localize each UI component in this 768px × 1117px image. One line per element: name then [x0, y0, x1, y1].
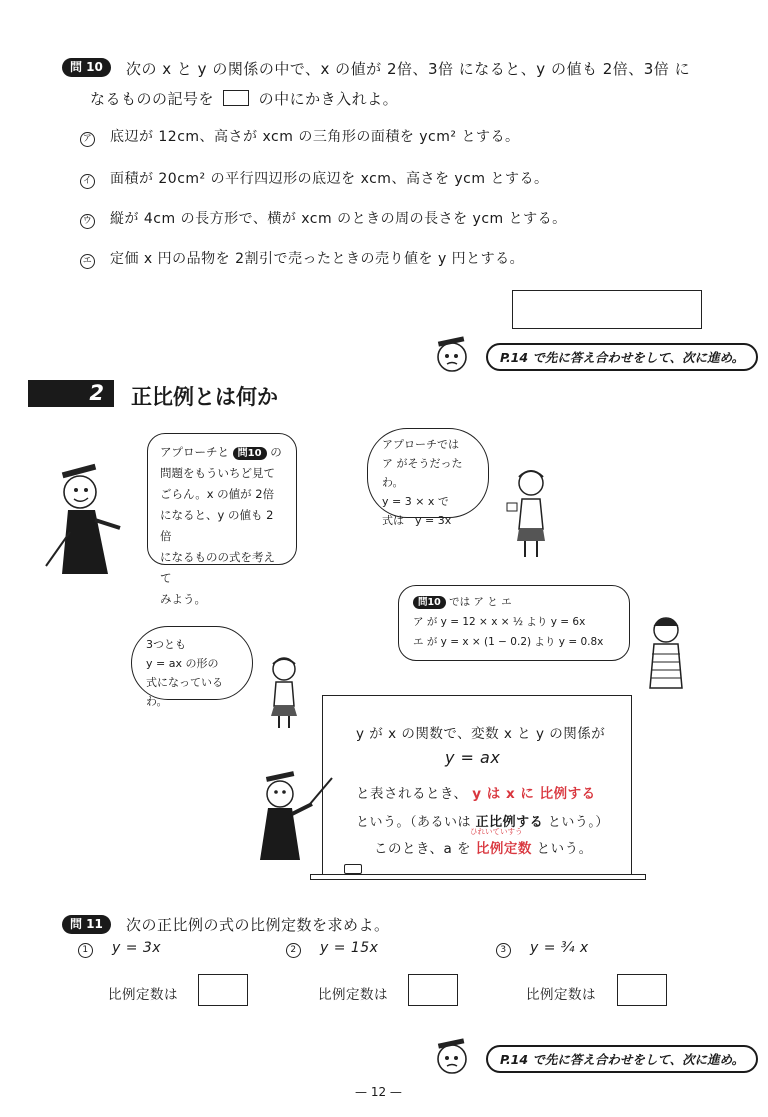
bubble-line: になると、y の値も 2倍: [160, 508, 274, 543]
board-text: と表されるとき、: [356, 786, 468, 802]
ruby-reading: ひれいていすう: [470, 827, 523, 836]
item-mark: ウ: [80, 214, 95, 229]
bubble-text: では ア と エ: [449, 596, 512, 608]
proportional-term: y は x に 比例する: [472, 786, 596, 802]
bubble-line: ア がそうだったわ。: [382, 457, 463, 489]
bubble-line: [160, 442, 284, 463]
item-text: 縦が 4cm の長方形で、横が xcm のときの周の長さを ycm とする。: [109, 211, 567, 227]
girl-speech-bubble-mid: [131, 626, 253, 708]
question-11-badge: 問 11: [62, 915, 111, 934]
bubble-line: ア が y = 12 × x × ½ より y = 6x: [413, 616, 586, 628]
board-text: という。: [536, 841, 593, 857]
question-10-badge: 問 10: [62, 58, 111, 77]
board-line-3: [356, 782, 596, 802]
mascot-face-icon: [432, 1036, 472, 1076]
boy-speech-bubble: [398, 585, 630, 661]
answer-box-2[interactable]: [408, 974, 458, 1006]
bubble-line: y = 3 × x で: [382, 495, 449, 508]
board-line-1: y が x の関数で、変数 x と y の関係が: [356, 726, 606, 742]
bubble-text: アプローチと: [160, 445, 229, 459]
answer-box-3[interactable]: [617, 974, 667, 1006]
item-text: 底辺が 12cm、高さが xcm の三角形の面積を ycm² とする。: [109, 129, 520, 145]
item-expression: y = ¾ x: [529, 940, 589, 956]
eraser-icon: [344, 864, 362, 874]
girl-character-icon: [258, 654, 310, 730]
answer-label-1: 比例定数は: [108, 987, 178, 1003]
girl-character-icon: [505, 465, 555, 560]
girl-speech-bubble-top: [367, 428, 489, 527]
question-10-line1: 次の x と y の関係の中で、x の値が 2倍、3倍 になると、y の値も 2倍、3倍 に: [126, 60, 691, 78]
teacher-character-icon: [40, 462, 135, 582]
item-expression: y = 15x: [319, 940, 379, 956]
mascot-face-icon: [432, 334, 472, 374]
bubble-line: 問題をもういちど見て: [160, 466, 275, 480]
item-mark: 1: [78, 943, 93, 958]
bubble-text: の: [270, 445, 282, 459]
answer-label-2: 比例定数は: [318, 987, 388, 1003]
bubble-line: ごらん。x の値が 2倍: [160, 487, 275, 501]
question-10-line2-b: の中にかき入れよ。: [258, 90, 399, 108]
boy-character-icon: [640, 614, 692, 692]
item-text: 面積が 20cm² の平行四辺形の底辺を xcm、高さを ycm とする。: [109, 171, 549, 187]
section-number: 2: [89, 381, 104, 405]
inline-answer-box-icon: [223, 90, 249, 106]
page-number: — 12 —: [355, 1085, 402, 1099]
q10-ref-badge: 問10: [233, 447, 267, 460]
item-mark: 2: [286, 943, 301, 958]
board-text: という。（あるいは: [356, 815, 472, 830]
bubble-line: [413, 592, 615, 612]
check-answers-note: P.14 で先に答え合わせをして、次に進め。: [486, 1045, 758, 1073]
q10-ref-badge: 問10: [413, 596, 446, 609]
item-mark: 3: [496, 943, 511, 958]
answer-box-1[interactable]: [198, 974, 248, 1006]
q10-item-e: [80, 248, 524, 269]
q10-item-u: [80, 208, 567, 229]
question-11-title: 次の正比例の式の比例定数を求めよ。: [126, 916, 390, 934]
q11-item-3: [496, 940, 589, 958]
bubble-line: になるものの式を考えて: [160, 550, 275, 585]
item-text: 定価 x 円の品物を 2割引で売ったときの売り値を y 円とする。: [109, 251, 525, 267]
bubble-line: アプローチでは: [382, 438, 459, 451]
question-10-answer-box[interactable]: [512, 290, 702, 329]
board-line-5: [374, 837, 593, 857]
section-number-bar: [28, 380, 114, 407]
bubble-line: 式になっているわ。: [146, 676, 223, 708]
board-text: という。）: [547, 815, 609, 830]
q11-item-1: [78, 940, 161, 958]
q10-item-a: [80, 126, 519, 147]
q10-item-i: [80, 168, 548, 189]
proportional-constant-term: 比例定数: [475, 841, 532, 857]
question-10-line2: [90, 88, 398, 109]
bubble-line: 式は y = 3x: [382, 514, 452, 527]
bubble-line: y = ax の形の: [146, 657, 219, 670]
section-title: 正比例とは何か: [131, 385, 278, 409]
bubble-line: エ が y = x × (1 − 0.2) より y = 0.8x: [413, 636, 604, 648]
question-10-line2-a: なるものの記号を: [90, 90, 215, 108]
item-expression: y = 3x: [111, 940, 162, 956]
bubble-line: 3つとも: [146, 638, 186, 651]
board-text: このとき、a を: [374, 841, 472, 857]
board-formula: y = ax: [445, 748, 501, 767]
item-mark: ア: [80, 132, 95, 147]
item-mark: イ: [80, 174, 95, 189]
teacher-speech-bubble: [147, 433, 297, 606]
board-ledge: [310, 874, 646, 880]
q11-item-2: [286, 940, 378, 958]
answer-label-3: 比例定数は: [526, 987, 596, 1003]
bubble-line: みよう。: [160, 592, 206, 606]
teacher-pointing-icon: [252, 770, 334, 862]
check-answers-note: P.14 で先に答え合わせをして、次に進め。: [486, 343, 758, 371]
direct-proportion-term: 正比例する: [475, 815, 544, 830]
item-mark: エ: [80, 254, 95, 269]
